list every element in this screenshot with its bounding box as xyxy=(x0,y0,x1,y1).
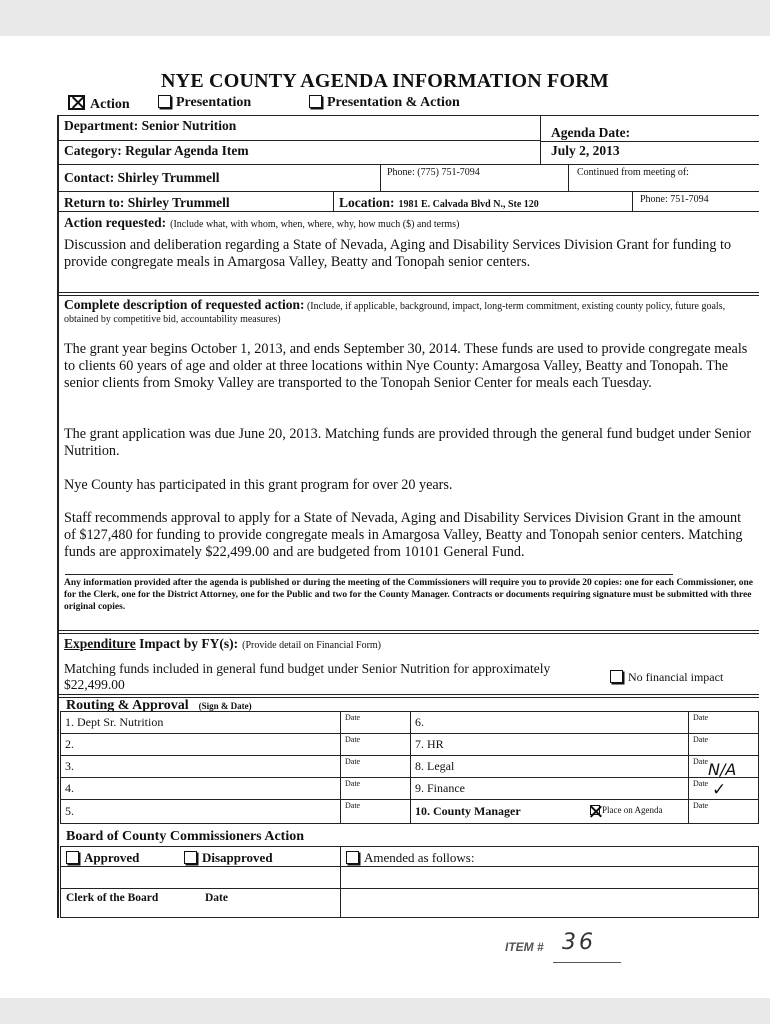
option-presentation-action[interactable]: Presentation & Action xyxy=(309,95,460,111)
contact-phone: Phone: (775) 751-7094 xyxy=(387,167,480,178)
scan-top-margin xyxy=(0,0,770,36)
routing-row-9: 9. Finance xyxy=(415,781,465,795)
action-requested-text: Discussion and deliberation regarding a State of Nevada, Aging and Disability Services Division Grant for funding to provide congregate meals in Amargosa Valley, Beatty and Tonopah senior centers. xyxy=(64,237,732,270)
agenda-date-value: July 2, 2013 xyxy=(551,143,620,158)
category-field: Category: Regular Agenda Item xyxy=(64,143,249,158)
disapproved-option[interactable]: Disapproved xyxy=(184,850,273,866)
item-number-value: 36 xyxy=(562,930,596,955)
department-field: Department: Senior Nutrition xyxy=(64,118,237,133)
routing-row-10: 10. County Manager xyxy=(415,804,521,818)
legal-handwritten-mark: N/A xyxy=(708,760,737,779)
date-label: Date xyxy=(345,735,361,744)
clerk-date-label: Date xyxy=(205,892,228,904)
description-paragraph-3: Nye County has participated in this grant program for over 20 years. xyxy=(64,477,453,493)
description-paragraph-4: Staff recommends approval to apply for a State of Nevada, Aging and Disability Services Division Grant in the amount of $127,480 for funding to provide congregate meals in Amargosa Valley, Beatty and Tonopah senior centers. Matching funds are approximately $22,499.00 and are budgeted from 10101 General Fund. xyxy=(64,510,743,560)
checked-box-icon xyxy=(68,95,85,110)
return-phone: Phone: 751-7094 xyxy=(640,194,709,205)
contact-field: Contact: Shirley Trummell xyxy=(64,170,220,185)
checkbox-icon xyxy=(184,851,197,864)
no-financial-impact-option[interactable]: No financial impact xyxy=(610,670,723,685)
description-header: Complete description of requested action: (Include, if applicable, background, impact, long-term commitment, existing county policy, future goals, obtained by competitive bid, accountability measures) xyxy=(64,297,726,325)
item-number-label: ITEM # xyxy=(505,940,544,954)
date-label: Date xyxy=(345,757,361,766)
form-title: NYE COUNTY AGENDA INFORMATION FORM xyxy=(161,70,609,92)
routing-row-1: 1. Dept Sr. Nutrition xyxy=(65,715,164,729)
routing-row-6: 6. xyxy=(415,715,424,729)
checkbox-icon xyxy=(610,670,623,683)
return-to-field: Return to: Shirley Trummell xyxy=(64,195,230,210)
copies-notice: Any information provided after the agenda is published or during the meeting of the Commissioners will require you to provide 20 copies: one for each Commissioner, one for the Clerk, one for the District Attorney, one for the Public and two for the County Manager. Contracts or documents requiring signature must be submitted with three original copies. xyxy=(64,578,754,612)
agenda-date-label: Agenda Date: xyxy=(551,125,631,140)
expenditure-text: Matching funds included in general fund budget under Senior Nutrition for approximately $22,499.00 xyxy=(64,661,551,692)
routing-row-4: 4. xyxy=(65,781,74,795)
location-field: Location: 1981 E. Calvada Blvd N., Ste 120 xyxy=(339,195,539,210)
option-presentation[interactable]: Presentation xyxy=(158,95,251,111)
scan-bottom-margin xyxy=(0,998,770,1024)
expenditure-header: Expenditure Impact by FY(s): (Provide detail on Financial Form) xyxy=(64,636,382,651)
date-label: Date xyxy=(693,801,709,810)
amended-option[interactable]: Amended as follows: xyxy=(346,850,474,866)
checkbox-icon xyxy=(346,851,359,864)
checkbox-icon xyxy=(66,851,79,864)
routing-header: Routing & Approval (Sign & Date) xyxy=(66,698,252,713)
date-label: Date xyxy=(345,779,361,788)
routing-row-2: 2. xyxy=(65,737,74,751)
date-label: Date xyxy=(693,757,709,766)
date-label: Date xyxy=(693,779,709,788)
finance-check-mark: ✓ xyxy=(712,780,727,800)
routing-row-5: 5. xyxy=(65,804,74,818)
routing-row-3: 3. xyxy=(65,759,74,773)
routing-row-7: 7. HR xyxy=(415,737,444,751)
checked-box-icon xyxy=(590,805,600,815)
checkbox-icon xyxy=(158,95,171,108)
routing-row-8: 8. Legal xyxy=(415,759,455,773)
clerk-of-board-label: Clerk of the Board xyxy=(66,892,159,904)
action-requested-header: Action requested: (Include what, with whom, when, where, why, how much ($) and terms) xyxy=(64,215,460,230)
date-label: Date xyxy=(693,713,709,722)
description-paragraph-2: The grant application was due June 20, 2013. Matching funds are provided through the general fund budget under Senior Nutrition. xyxy=(64,426,752,459)
description-paragraph-1: The grant year begins October 1, 2013, and ends September 30, 2014. These funds are used to provide congregate meals to clients 60 years of age and older at three locations within Nye County: Amargosa Valley, Beatty and Tonopah. The senior clients from Smoky Valley are transported to the Tonopah Senior Center for meals each Tuesday. xyxy=(64,341,748,391)
approved-option[interactable]: Approved xyxy=(66,850,139,866)
date-label: Date xyxy=(345,713,361,722)
checkbox-icon xyxy=(309,95,322,108)
date-label: Date xyxy=(345,801,361,810)
board-action-header: Board of County Commissioners Action xyxy=(66,829,305,844)
option-action[interactable]: Action xyxy=(68,95,130,113)
date-label: Date xyxy=(693,735,709,744)
continued-from-label: Continued from meeting of: xyxy=(577,167,689,178)
place-on-agenda-option[interactable]: Place on Agenda xyxy=(590,805,662,815)
